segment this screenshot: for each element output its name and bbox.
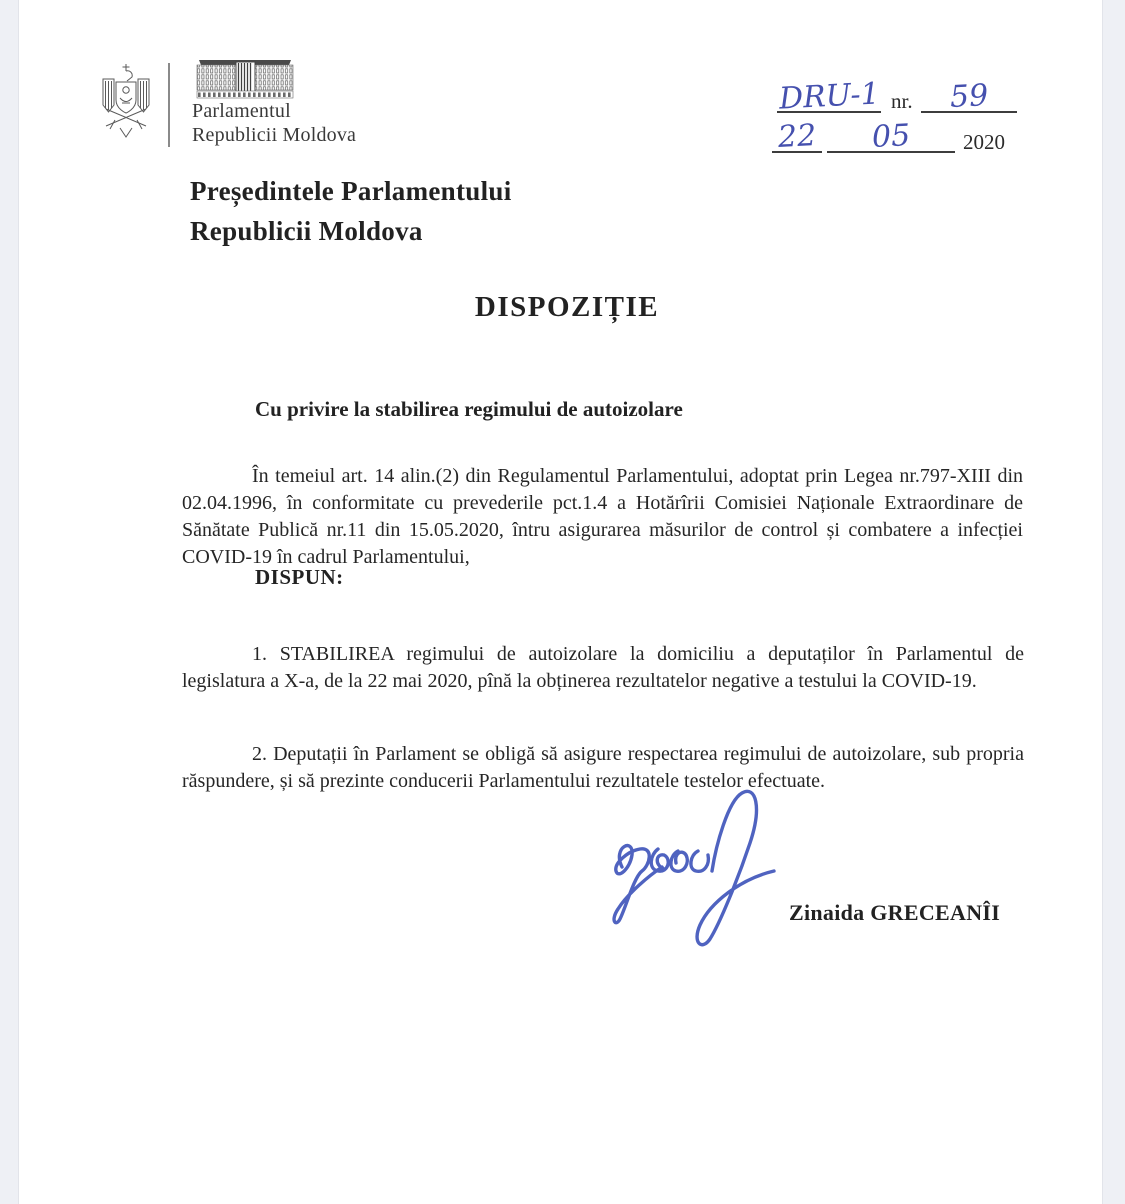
registry-index-handwritten: DRU-1 xyxy=(777,76,881,117)
registry-nr-label: nr. xyxy=(891,89,913,113)
signature-handwriting xyxy=(606,783,806,970)
organization-name xyxy=(192,99,356,147)
org-name-line1: Parlamentul xyxy=(192,100,291,122)
org-name-line2: Republicii Moldova xyxy=(192,124,357,146)
preamble-paragraph: În temeiul art. 14 alin.(2) din Regulamentul Parlamentului, adoptat prin Legea nr.797-XIII din 02.04.1996, în conformitate cu prevederile pct.1.4 a Hotărîrii Comisiei Naționale Extraordinare de Sănătate Publică nr.11 din 15.05.2020, întru asigurarea măsurilor de control și combatere a infecției COVID-19 în cadrul Parlamentului, xyxy=(182,465,1023,568)
header-divider xyxy=(168,63,170,147)
order-label: DISPUN: xyxy=(255,565,344,589)
sender-title-line2: Republicii Moldova xyxy=(190,216,423,246)
left-edge-strip xyxy=(0,0,19,1204)
registry-year-printed: 2020 xyxy=(963,130,1005,154)
document-type-heading: DISPOZIȚIE xyxy=(474,291,660,323)
order-item-1: 1. STABILIREA regimului de autoizolare la domiciliu a deputaților în Parlamentul de legislatura a X-a, de la 22 mai 2020, pînă la obținerea rezultatelor negative a testului la COVID-19. xyxy=(182,643,1024,692)
moldova-coat-of-arms-icon xyxy=(97,62,155,151)
registry-day-line xyxy=(772,118,822,153)
subject-line: Cu privire la stabilirea regimului de autoizolare xyxy=(255,397,683,421)
registry-number-line xyxy=(921,78,1017,113)
sender-title xyxy=(190,171,512,251)
sender-title-line1: Președintele Parlamentului xyxy=(190,176,512,206)
registry-month-handwritten: 05 xyxy=(871,118,911,155)
registry-number-handwritten: 59 xyxy=(949,78,989,115)
registry-day-handwritten: 22 xyxy=(777,118,817,155)
signatory-name: Zinaida GRECEANÎI xyxy=(789,900,1001,925)
right-edge-strip xyxy=(1102,0,1125,1204)
registry-month-line xyxy=(827,118,955,153)
registry-index-line xyxy=(777,76,881,117)
order-item-2: 2. Deputații în Parlament se obligă să asigure respectarea regimului de autoizolare, sub propria răspundere, și să prezinte conducerii Parlamentului rezultatele testelor efectuate. xyxy=(182,743,1024,792)
